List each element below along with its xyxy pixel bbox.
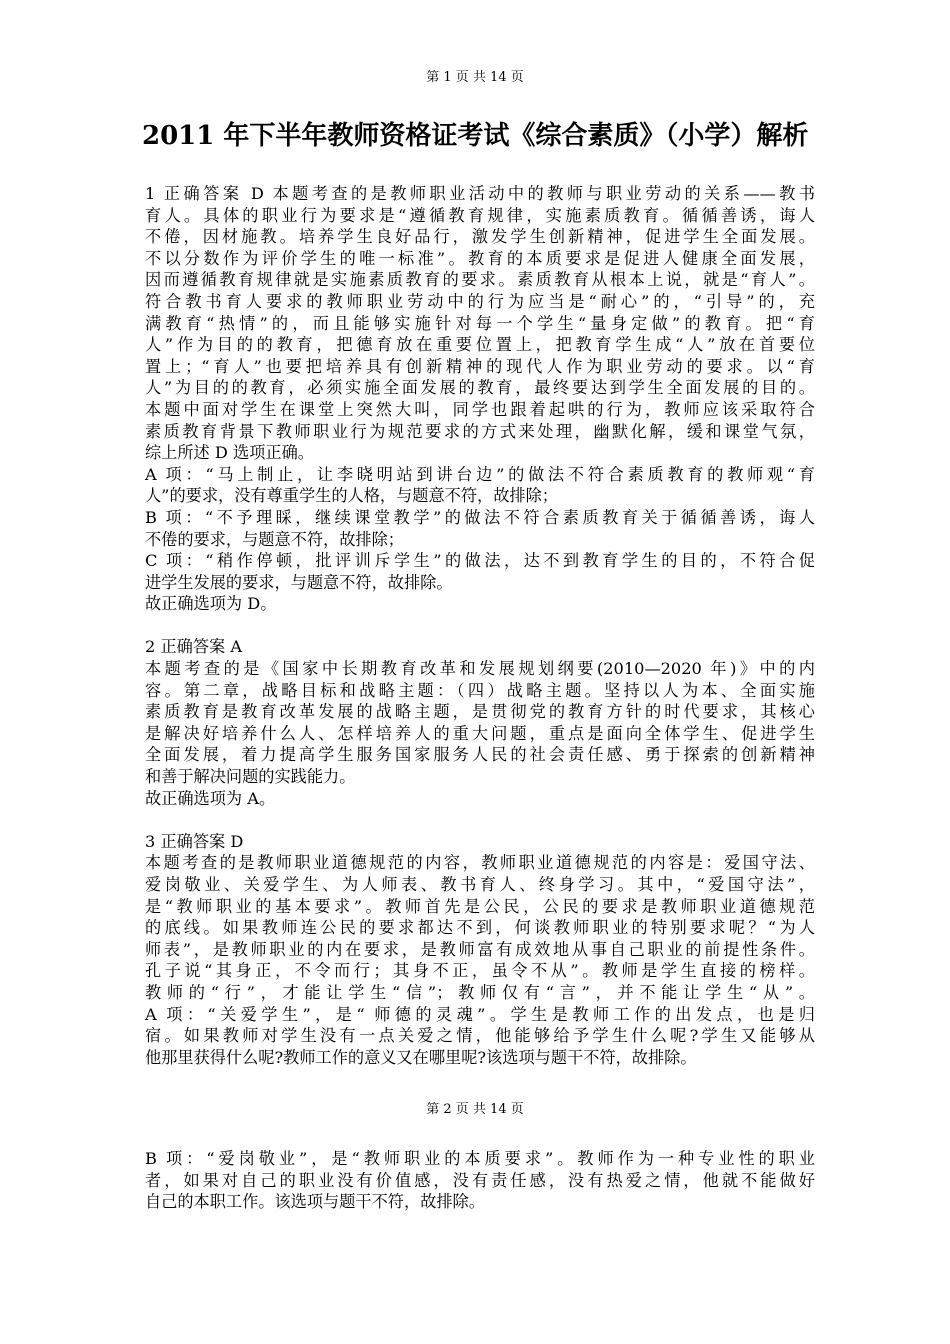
option-c-line: 进学生发展的要求，与题意不符，故排除。 bbox=[145, 572, 453, 592]
option-a-line: A 项：“关爱学生”，是“ 师德的灵魂”。学生是教师工作的出发点，也是归 bbox=[145, 1004, 815, 1024]
page-header-2: 第 2 页 共 14 页 bbox=[426, 1102, 524, 1117]
option-c-line: C 项：“稍作停顿，批评训斥学生”的做法，达不到教育学生的目的，不符合促 bbox=[145, 551, 815, 571]
correct-option-line: 故正确选项为 D。 bbox=[145, 594, 277, 614]
paragraph-line: 本题中面对学生在课堂上突然大叫，同学也跟着起哄的行为，教师应该采取符合 bbox=[145, 399, 815, 419]
paragraph-line: 和善于解决问题的实践能力。 bbox=[145, 767, 356, 787]
paragraph-line: 容。第二章，战略目标和战略主题：（四）战略主题。坚持以人为本、全面实施 bbox=[145, 680, 815, 700]
option-a-line: 宿。如果教师对学生没有一点关爱之情，他能够给予学生什么呢?学生又能够从 bbox=[145, 1026, 815, 1046]
paragraph-line: 孔子说“其身正，不令而行；其身不正，虽令不从”。教师是学生直接的榜样。 bbox=[145, 961, 815, 981]
paragraph-line: 人”为目的的教育，必须实施全面发展的教育，最终要达到学生全面发展的目的。 bbox=[145, 378, 815, 398]
option-b-line: 者，如果对自己的职业没有价值感，没有责任感，没有热爱之情，他就不能做好 bbox=[145, 1170, 815, 1190]
option-a-line: 他那里获得什么呢?教师工作的意义又在哪里呢?该选项与题干不符，故排除。 bbox=[145, 1047, 697, 1067]
answer-3-heading: 3 正确答案 D bbox=[145, 831, 244, 851]
paragraph-line: 本题考查的是《国家中长期教育改革和发展规划纲要(2010—2020 年)》中的内 bbox=[145, 659, 815, 679]
paragraph-line: 1 正确答案 D 本题考查的是教师职业活动中的教师与职业劳动的关系——教书 bbox=[145, 184, 815, 203]
paragraph-line: 爱岗敬业、关爱学生、为人师表、教书育人、终身学习。其中，“爱国守法”， bbox=[145, 875, 815, 894]
paragraph-line: 的底线。如果教师连公民的要求都达不到，何谈教师职业的特别要求呢？“为人 bbox=[145, 918, 815, 938]
paragraph-line: 符合教书育人要求的教师职业劳动中的行为应当是“耐心”的，“引导”的，充 bbox=[145, 291, 815, 311]
paragraph-line: 综上所述 D 选项正确。 bbox=[145, 443, 314, 463]
answer-3-continued-block bbox=[145, 1148, 815, 1213]
paragraph-line: 素质教育是教育改革发展的战略主题，是贯彻党的教育方针的时代要求，其核心 bbox=[145, 702, 815, 722]
correct-option-line: 故正确选项为 A。 bbox=[145, 788, 276, 808]
paragraph-line: 育人。具体的职业行为要求是“遵循教育规律，实施素质教育。循循善诱，诲人 bbox=[145, 205, 815, 225]
paragraph-line: 全面发展，着力提高学生服务国家服务人民的社会责任感、勇于探索的创新精神 bbox=[145, 745, 815, 765]
paragraph-line: 素质教育背景下教师职业行为规范要求的方式来处理，幽默化解，缓和课堂气氛， bbox=[145, 421, 815, 441]
option-b-line: B 项：“不予理睬，继续课堂教学”的做法不符合素质教育关于循循善诱，诲人 bbox=[145, 507, 815, 527]
paragraph-line: 人”作为目的的教育，把德育放在重要位置上，把教育学生成“人”放在首要位 bbox=[145, 335, 815, 355]
answer-1-block bbox=[145, 183, 815, 1068]
paragraph-line: 本题考查的是教师职业道德规范的内容，教师职业道德规范的内容是：爱国守法、 bbox=[145, 853, 815, 873]
paragraph-line: 是解决好培养什么人、怎样培养人的重大问题，重点是面向全体学生、促进学生 bbox=[145, 723, 815, 743]
option-a-line: A 项：“马上制止，让李晓明站到讲台边”的做法不符合素质教育的教师观“育 bbox=[145, 464, 815, 484]
option-b-line: 不倦的要求，与题意不符，故排除； bbox=[145, 529, 404, 549]
option-b-line: 自己的本职工作。该选项与题干不符，故排除。 bbox=[145, 1192, 485, 1212]
paragraph-line: 满教育“热情”的，而且能够实施针对每一个学生“量身定做”的教育。把“育 bbox=[145, 313, 815, 333]
paragraph-line: 不以分数作为评价学生的唯一标准”。教育的本质要求是促进人健康全面发展， bbox=[145, 248, 815, 268]
page-header-1: 第 1 页 共 14 页 bbox=[426, 70, 524, 85]
paragraph-line: 置上；“育人”也要把培养具有创新精神的现代人作为职业劳动的要求。以“育 bbox=[145, 356, 815, 376]
paragraph-line: 是“教师职业的基本要求”。教师首先是公民，公民的要求是教师职业道德规范 bbox=[145, 896, 815, 916]
paragraph-line: 不倦，因材施教。培养学生良好品行，激发学生创新精神，促进学生全面发展。 bbox=[145, 227, 815, 247]
answer-2-heading: 2 正确答案 A bbox=[145, 637, 243, 657]
paragraph-line: 因而遵循教育规律就是实施素质教育的要求。素质教育从根本上说，就是“育人”。 bbox=[145, 270, 815, 290]
option-b-line: B 项：“爱岗敬业”，是“教师职业的本质要求”。教师作为一种专业性的职业 bbox=[145, 1149, 815, 1168]
document-title: 2011 年下半年教师资格证考试《综合素质》（小学）解析 bbox=[142, 121, 809, 151]
option-a-line: 人”的要求，没有尊重学生的人格，与题意不符，故排除； bbox=[145, 486, 558, 506]
paragraph-line: 教师的“行”，才能让学生“信”；教师仅有“言”，并不能让学生“从”。 bbox=[145, 982, 815, 1002]
paragraph-line: 师表”，是教师职业的内在要求，是教师富有成效地从事自己职业的前提性条件。 bbox=[145, 939, 815, 959]
